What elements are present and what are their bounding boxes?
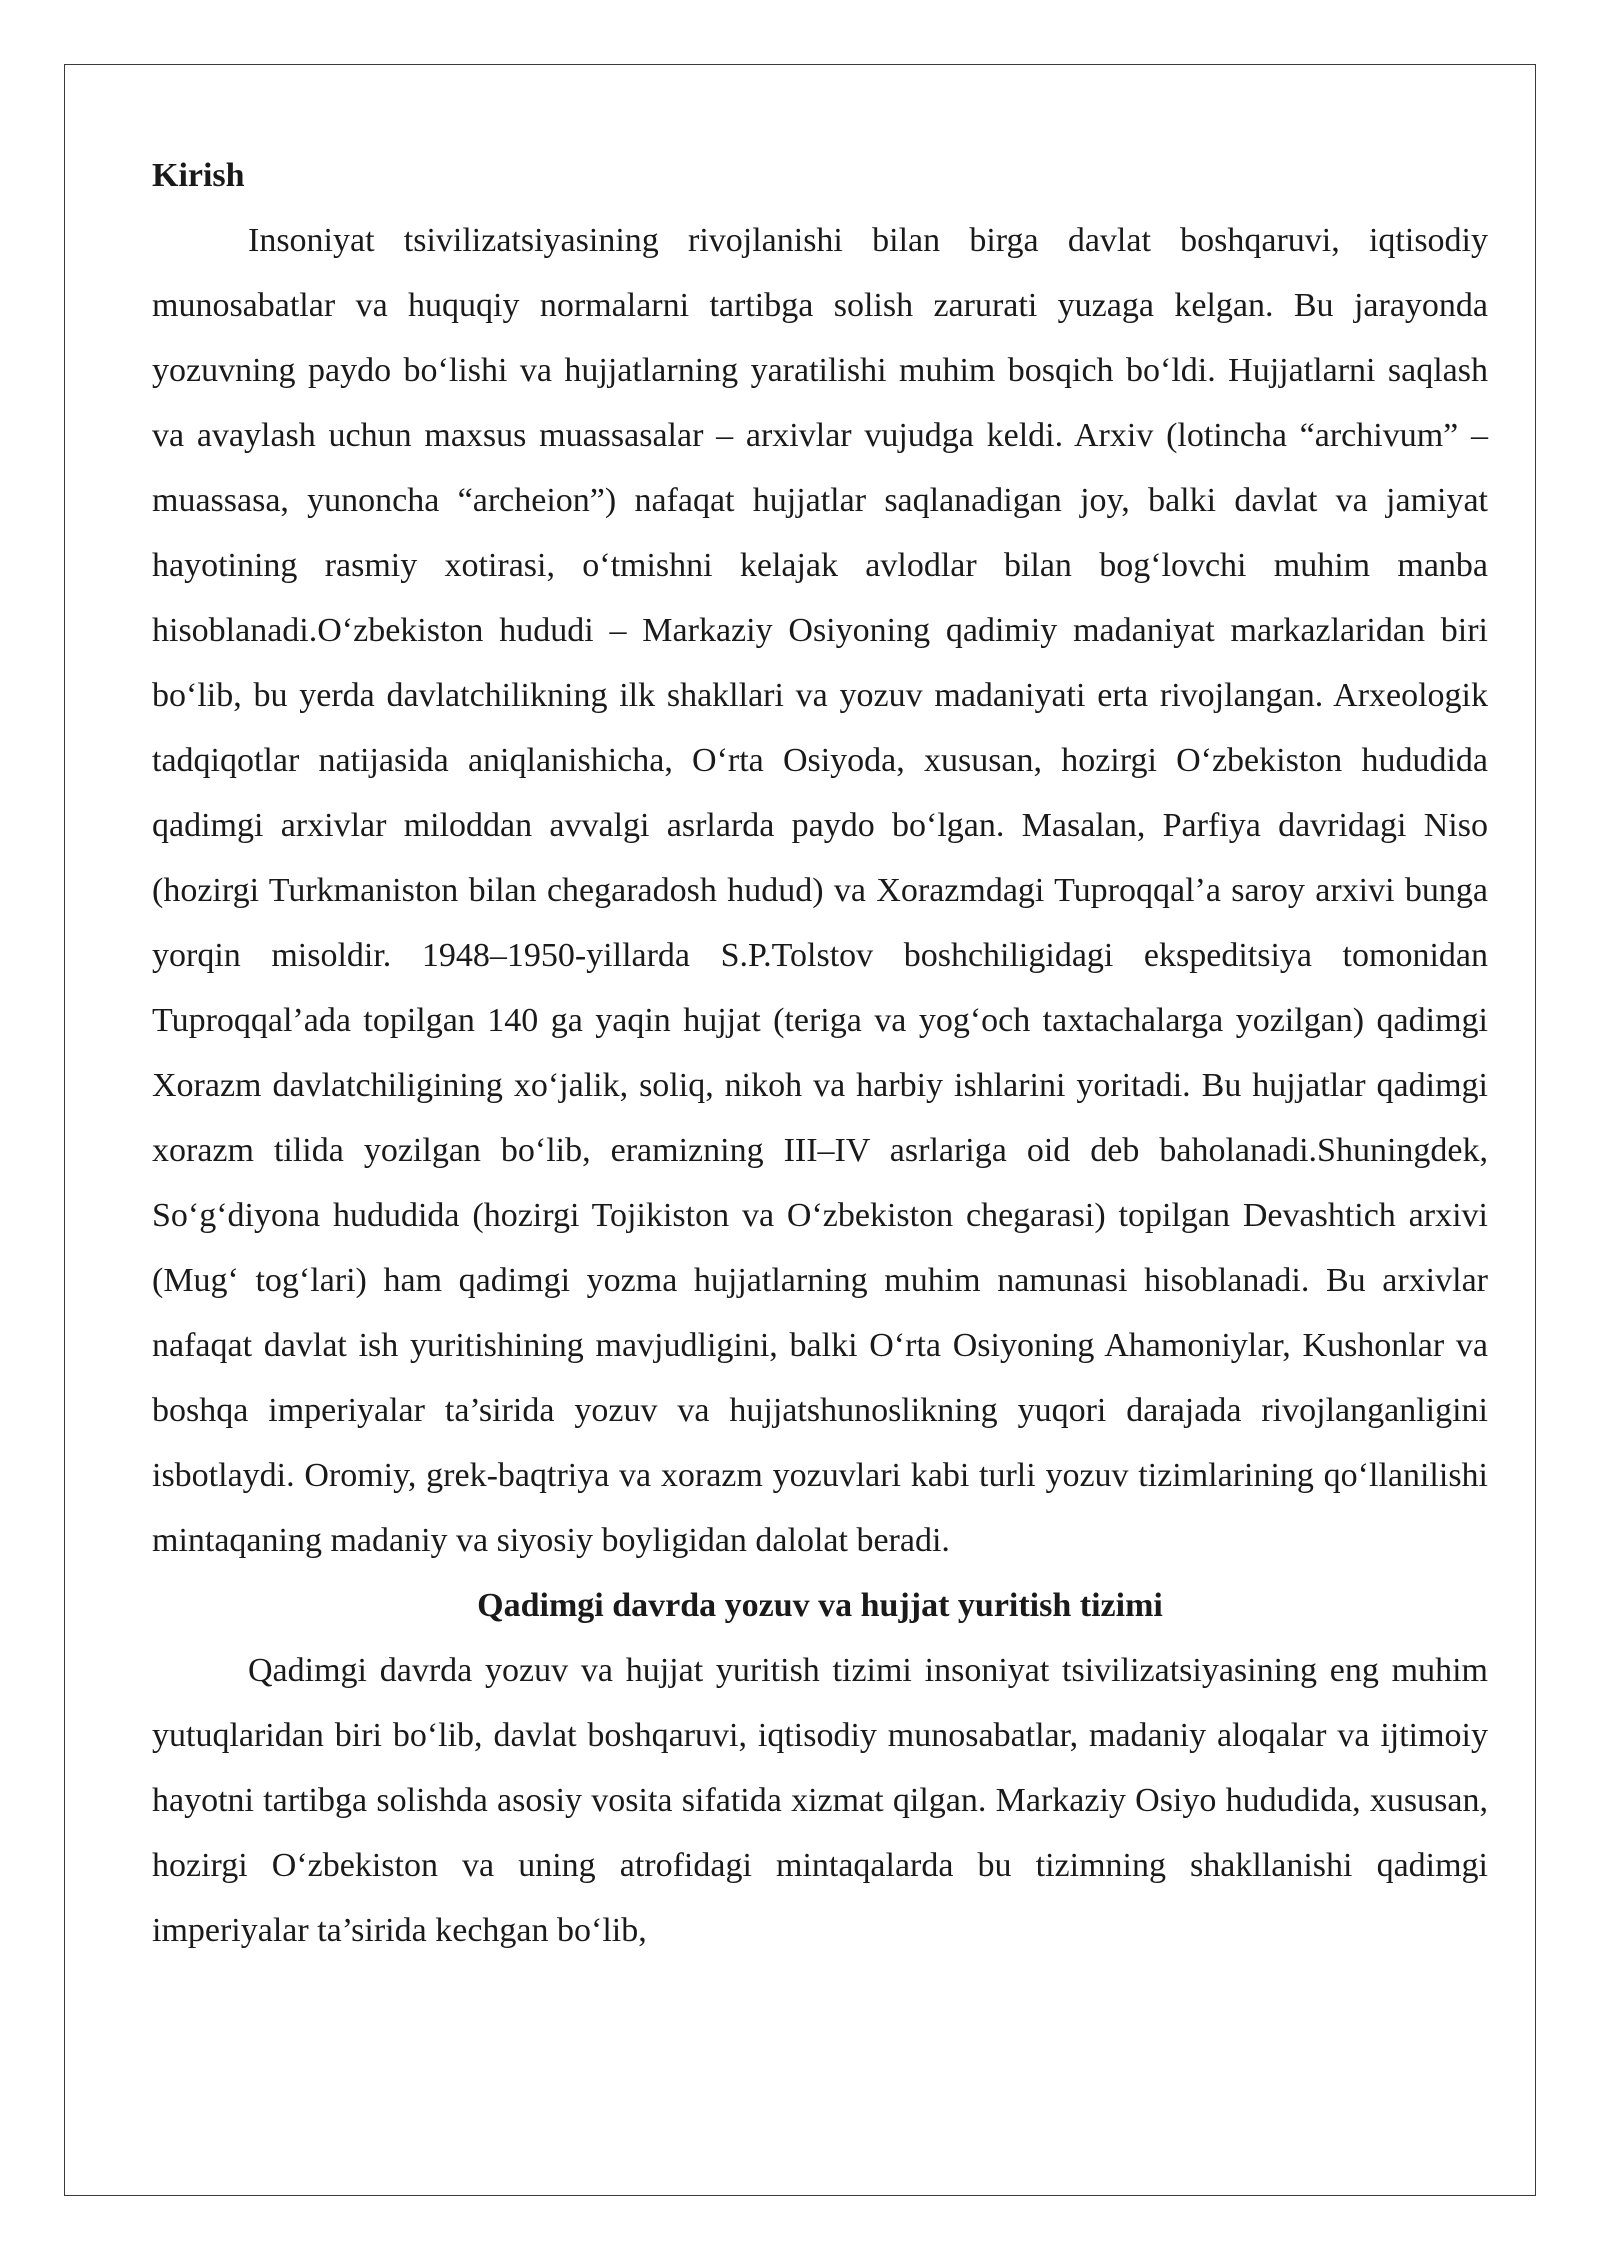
document-body bbox=[152, 143, 1488, 1963]
heading-ancient-writing-section: Qadimgi davrda yozuv va hujjat yuritish tizimi bbox=[477, 1587, 1163, 1624]
paragraph-introduction: Insoniyat tsivilizatsiyasining rivojlanishi bilan birga davlat boshqaruvi, iqtisodiy munosabatlar va huquqiy normalarni tartibga solish zarurati yuzaga kelgan. Bu jarayonda yozuvning paydo boʻlishi va hujjatlarning yaratilishi muhim bosqich boʻldi. Hujjatlarni saqlash va avaylash uchun maxsus muassasalar – arxivlar vujudga keldi. Arxiv (lotincha “archivum” – muassasa, yunoncha “archeion”) nafaqat hujjatlar saqlanadigan joy, balki davlat va jamiyat hayotining rasmiy xotirasi, oʻtmishni kelajak avlodlar bilan bogʻlovchi muhim manba hisoblanadi.Oʻzbekiston hududi – Markaziy Osiyoning qadimiy madaniyat markazlaridan biri boʻlib, bu yerda davlatchilikning ilk shakllari va yozuv madaniyati erta rivojlangan. Arxeologik tadqiqotlar natijasida aniqlanishicha, Oʻrta Osiyoda, xususan, hozirgi Oʻzbekiston hududida qadimgi arxivlar miloddan avvalgi asrlarda paydo boʻlgan. Masalan, Parfiya davridagi Niso (hozirgi Turkmaniston bilan chegaradosh hudud) va Xorazmdagi Tuproqqal’a saroy arxivi bunga yorqin misoldir. 1948–1950-yillarda S.P.Tolstov boshchiligidagi ekspeditsiya tomonidan Tuproqqal’ada topilgan 140 ga yaqin hujjat (teriga va yogʻoch taxtachalarga yozilgan) qadimgi Xorazm davlatchiligining xoʻjalik, soliq, nikoh va harbiy ishlarini yoritadi. Bu hujjatlar qadimgi xorazm tilida yozilgan boʻlib, eramizning III–IV asrlariga oid deb baholanadi.Shuningdek, Soʻgʻdiyona hududida (hozirgi Tojikiston va Oʻzbekiston chegarasi) topilgan Devashtich arxivi (Mugʻ togʻlari) ham qadimgi yozma hujjatlarning muhim namunasi hisoblanadi. Bu arxivlar nafaqat davlat ish yuritishining mavjudligini, balki Oʻrta Osiyoning Ahamoniylar, Kushonlar va boshqa imperiyalar ta’sirida yozuv va hujjatshunoslikning yuqori darajada rivojlanganligini isbotlaydi. Oromiy, grek-baqtriya va xorazm yozuvlari kabi turli yozuv tizimlarining qoʻllanilishi mintaqaning madaniy va siyosiy boyligidan dalolat beradi. bbox=[152, 222, 1488, 1559]
heading-introduction: Kirish bbox=[152, 157, 245, 194]
paragraph-ancient-writing-section: Qadimgi davrda yozuv va hujjat yuritish tizimi insoniyat tsivilizatsiyasining eng muhim yutuqlaridan biri boʻlib, davlat boshqaruvi, iqtisodiy munosabatlar, madaniy aloqalar va ijtimoiy hayotni tartibga solishda asosiy vosita sifatida xizmat qilgan. Markaziy Osiyo hududida, xususan, hozirgi Oʻzbekiston va uning atrofidagi mintaqalarda bu tizimning shakllanishi qadimgi imperiyalar ta’sirida kechgan boʻlib, bbox=[152, 1652, 1488, 1949]
